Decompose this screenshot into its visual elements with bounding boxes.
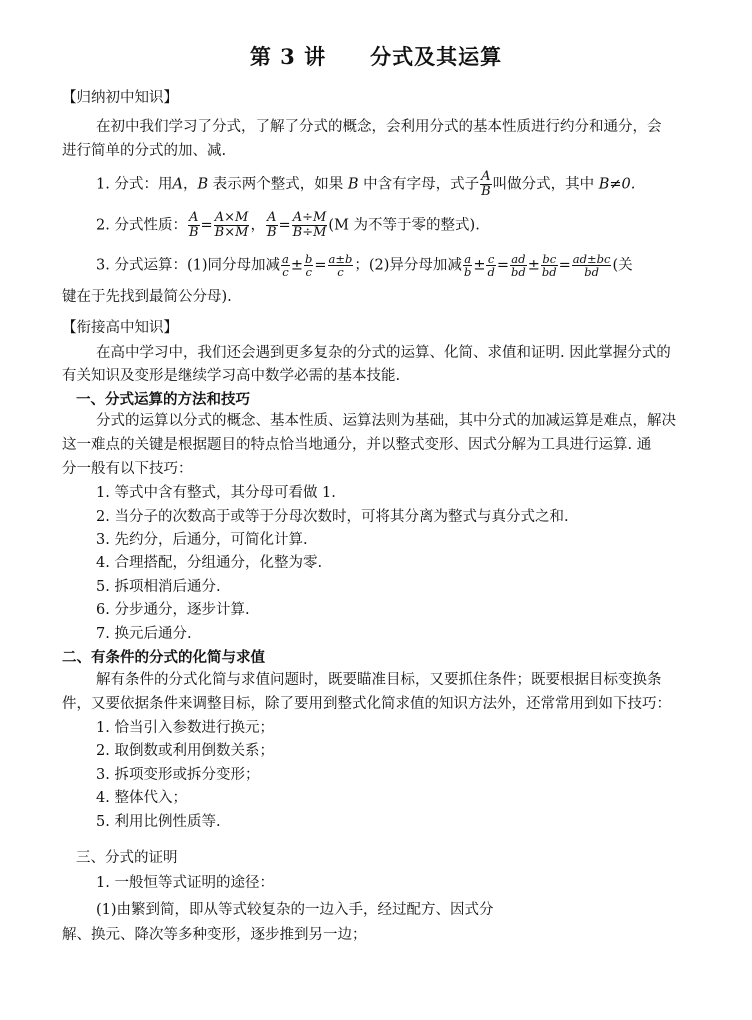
junior-item-3 [96,253,633,278]
item1-text: 表示两个整式，如果 [208,176,348,193]
equals: = [314,257,327,274]
item2-text: 2. 分式性质： [96,217,187,234]
section-header-senior: 【衔接高中知识】 [62,320,178,336]
fraction: $\frac{c}{d}$ [487,252,495,279]
plus-minus: ± [527,257,540,274]
fraction: $\frac{A\times M}{B\times M}$ [214,210,249,240]
list-item: 2. 取倒数或利用倒数关系； [96,743,274,759]
list-item: 5. 利用比例性质等. [96,814,221,830]
list-item: 6. 分步通分，逐步计算. [96,602,250,618]
fraction: $\frac{A}{B}$ [188,210,199,240]
fraction: $\frac{bc}{bd}$ [541,252,557,279]
section-3-subheading: 1. 一般恒等式证明的途径： [96,875,274,891]
item3-text: (关 [612,257,633,274]
fraction: $\frac{A\div M}{B\div M}$ [292,210,327,240]
item1-text: 叫做分式，其中 [492,176,599,193]
section-2-para-line-2: 件，又要依据条件来调整目标，除了要用到整式化简求值的知识方法外，还常常用到如下技巧： [62,696,671,712]
section-1-para-line-3: 分一般有以下技巧： [62,461,193,477]
list-item: 4. 合理搭配，分组通分，化整为零. [96,555,323,571]
section-1-para-line-2: 这一难点的关键是根据题目的特点恰当地通分，并以整式变形、因式分解为工具进行运算. 通 [62,437,652,453]
fraction: $\frac{A}{B}$ [266,210,277,240]
senior-intro-line-2: 有关知识及变形是继续学习高中数学必需的基本技能. [62,368,401,384]
list-item: 2. 当分子的次数高于或等于分母次数时，可将其分离为整式与真分式之和. [96,509,569,525]
fraction: $\frac{ad}{bd}$ [511,252,526,279]
item1-text: 1. 分式：用 [96,176,173,193]
var-a: A [172,176,183,193]
list-item: 3. 拆项变形或拆分变形； [96,767,260,783]
condition: B≠0. [598,176,636,193]
junior-item-3-line-2: 键在于先找到最简公分母). [62,289,232,305]
var-b: B [347,176,359,193]
equals: = [200,217,213,234]
comma: ， [182,176,198,193]
fraction: $\frac{b}{c}$ [305,252,313,279]
equals: = [496,257,509,274]
item3-text: 3. 分式运算：(1)同分母加减 [96,257,280,274]
section-3-heading: 三、分式的证明 [76,850,178,866]
senior-intro-line-1: 在高中学习中，我们还会遇到更多复杂的分式的运算、化简、求值和证明. 因此掌握分式的 [96,345,671,361]
equals: = [558,257,571,274]
junior-item-2 [96,211,480,240]
section-3-para-line-2: 解、换元、降次等多种变形，逐步推到另一边； [62,927,367,943]
section-2-para-line-1: 解有条件的分式化简与求值问题时，既要瞄准目标，又要抓住条件；既要根据目标变换条 [96,672,662,688]
section-1-para-line-1: 分式的运算以分式的概念、基本性质、运算法则为基础，其中分式的加减运算是难点，解决 [96,413,676,429]
section-1-heading: 一、分式运算的方法和技巧 [76,391,250,408]
list-item: 7. 换元后通分. [96,626,192,642]
section-header-junior: 【归纳初中知识】 [62,90,178,106]
junior-intro-line-1: 在初中我们学习了分式，了解了分式的概念，会利用分式的基本性质进行约分和通分，会 [96,119,662,135]
plus-minus: ± [290,257,303,274]
fraction: $\frac{ad\pm bc}{bd}$ [572,252,611,279]
comma: ， [250,217,265,234]
plus-minus: ± [473,257,486,274]
item2-text: (M 为不等于零的整式). [328,217,480,234]
fraction: $\frac{A}{B}$ [481,169,491,199]
item1-text: 中含有字母，式子 [358,176,480,193]
section-2-heading: 二、有条件的分式的化简与求值 [62,649,265,666]
fraction: $\frac{a\pm b}{c}$ [328,252,353,279]
fraction: $\frac{a}{c}$ [281,252,289,279]
equals: = [278,217,291,234]
junior-item-1 [96,170,635,199]
list-item: 4. 整体代入； [96,790,187,806]
item3-text: ；(2)异分母加减 [354,257,462,274]
list-item: 1. 等式中含有整式，其分母可看做 1. [96,485,336,501]
section-3-para-line-1: (1)由繁到简，即从等式较复杂的一边入手，经过配方、因式分 [96,902,494,918]
list-item: 5. 拆项相消后通分. [96,579,221,595]
list-item: 1. 恰当引入参数进行换元； [96,720,274,736]
junior-intro-line-2: 进行简单的分式的加、减. [62,143,227,159]
page-title: 第 3 讲 分式及其运算 [249,44,503,69]
list-item: 3. 先约分，后通分，可简化计算. [96,532,308,548]
fraction: $\frac{a}{b}$ [463,252,472,279]
var-b: B [197,176,209,193]
